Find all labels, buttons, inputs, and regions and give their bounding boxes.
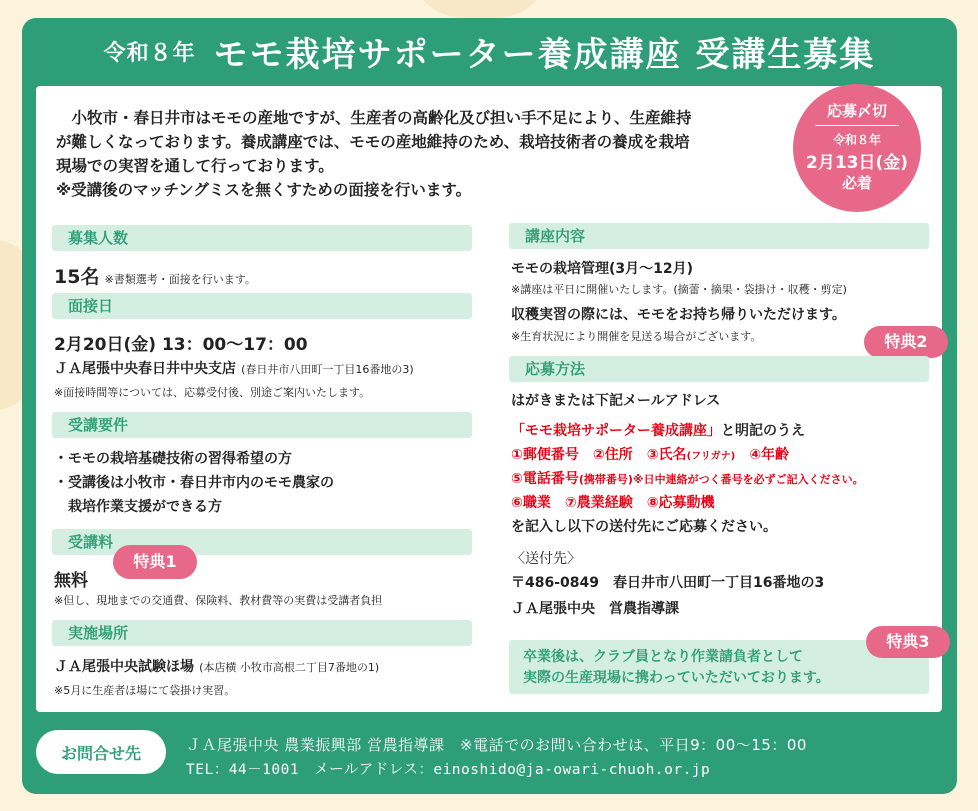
contact-line: ＪＡ尾張中央 農業振興部 営農指導課 ※電話でのお問い合わせは、平日9：00～15：00 (186, 736, 807, 754)
page-title (22, 18, 957, 84)
intro-text (56, 106, 796, 202)
perk-badge-1: 特典1 (113, 545, 197, 579)
apply-quote-suffix: と明記のうえ (721, 423, 805, 439)
recruit-note: ※書類選考・面接を行います。 (104, 273, 256, 286)
interview-place-line (54, 358, 414, 378)
fee-value: 無料 (54, 571, 88, 591)
deadline-badge (793, 84, 921, 212)
deadline-era: 令和８年 (832, 133, 881, 147)
graduate-line: 卒業後は、クラブ員となり作業請負者として (523, 649, 803, 665)
fee-note: ※但し、現地までの交通費、保険料、教材費等の実費は受講者負担 (54, 594, 383, 607)
apply-quote: 「モモ栽培サポーター養成講座」 (511, 423, 721, 439)
title-main: モモ栽培サポーター養成講座 受講生募集 (213, 34, 876, 75)
section-heading-fee: 受講料 (52, 529, 472, 555)
interview-date: 2月20日(金) 13：00～17：00 (54, 335, 308, 355)
apply-items-2-main: ⑤電話番号 (511, 471, 579, 487)
section-heading-apply: 応募方法 (509, 356, 929, 382)
interview-note: ※面接時間等については、応募受付後、別途ご案内いたします。 (54, 386, 371, 399)
requirement-line: ・モモの栽培基礎技術の習得希望の方 (54, 451, 292, 467)
section-heading-venue: 実施場所 (52, 620, 472, 646)
venue-line (54, 656, 379, 676)
deadline-heading: 応募〆切 (826, 102, 887, 120)
recruit-block (54, 262, 256, 289)
graduate-line: 実際の生産現場に携わっていただいております。 (523, 670, 830, 686)
destination-address: 〒486-0849 春日井市八田町一丁目16番地の3 (511, 575, 825, 591)
apply-items-2-small: (携帯番号)※日中連絡がつく番号を必ずご記入ください。 (578, 473, 864, 486)
section-heading-interview: 面接日 (52, 293, 472, 319)
apply-items-3: ⑥職業 ⑦農業経験 ⑧応募動機 (511, 495, 715, 511)
recruit-count: 15名 (54, 266, 100, 288)
section-heading-requirements: 受講要件 (52, 412, 472, 438)
destination-heading: 〈送付先〉 (511, 551, 581, 567)
venue-name: ＪＡ尾張中央試験ほ場 (54, 659, 194, 675)
contact-line: TEL：44－1001 メールアドレス：einoshido@ja-owari-chuoh.or.jp (186, 762, 711, 778)
venue-address: (本店横 小牧市高根二丁目7番地の1) (199, 661, 380, 674)
section-heading-course: 講座内容 (509, 223, 929, 249)
requirement-line: 栽培作業支援ができる方 (54, 499, 222, 515)
intro-line: が難しくなっております。養成講座では、モモの産地維持のため、栽培技術者の養成を栽培 (56, 133, 690, 151)
apply-quote-line (511, 420, 805, 440)
course-line: モモの栽培管理(3月～12月) (511, 261, 694, 277)
perk-badge-2: 特典2 (864, 326, 948, 358)
apply-line: はがきまたは下記メールアドレス (511, 393, 721, 409)
venue-note: ※5月に生産者ほ場にて袋掛け実習。 (54, 684, 236, 697)
intro-line: 小牧市・春日井市はモモの産地ですが、生産者の高齢化及び担い手不足により、生産維持 (56, 109, 692, 127)
graduate-info-box (509, 640, 929, 694)
deadline-date: 2月13日(金) (805, 153, 909, 173)
apply-items-1 (511, 444, 789, 464)
intro-line: ※受講後のマッチングミスを無くすための面接を行います。 (56, 181, 472, 199)
course-note: ※講座は平日に開催いたします。(摘蕾・摘果・袋掛け・収穫・剪定) (511, 283, 847, 296)
interview-address: (春日井市八田町一丁目16番地の3) (241, 363, 414, 376)
peach-decoration-top (420, 0, 540, 20)
deadline-note: 必着 (841, 174, 872, 192)
apply-items-1-main: ①郵便番号 ②住所 ③氏名 (511, 447, 687, 463)
perk-badge-3: 特典3 (866, 626, 950, 658)
apply-items-1-end: ④年齢 (735, 447, 790, 463)
apply-line: を記入し以下の送付先にご応募ください。 (511, 519, 777, 535)
section-heading-recruit: 募集人数 (52, 225, 472, 251)
contact-button[interactable]: お問合せ先 (36, 730, 166, 774)
title-prefix: 令和８年 (103, 40, 196, 66)
destination-name: ＪＡ尾張中央 営農指導課 (511, 601, 679, 617)
apply-items-1-small: (フリガナ) (686, 451, 736, 462)
course-note: ※生育状況により開催を見送る場合がございます。 (511, 330, 762, 343)
course-line: 収穫実習の際には、モモをお持ち帰りいただけます。 (511, 307, 846, 323)
interview-place: ＪＡ尾張中央春日井中央支店 (54, 361, 236, 377)
apply-items-2 (511, 468, 864, 488)
deadline-divider (815, 125, 899, 126)
intro-line: 現場での実習を通して行っております。 (56, 157, 334, 175)
requirement-line: ・受講後は小牧市・春日井市内のモモ農家の (54, 475, 334, 491)
